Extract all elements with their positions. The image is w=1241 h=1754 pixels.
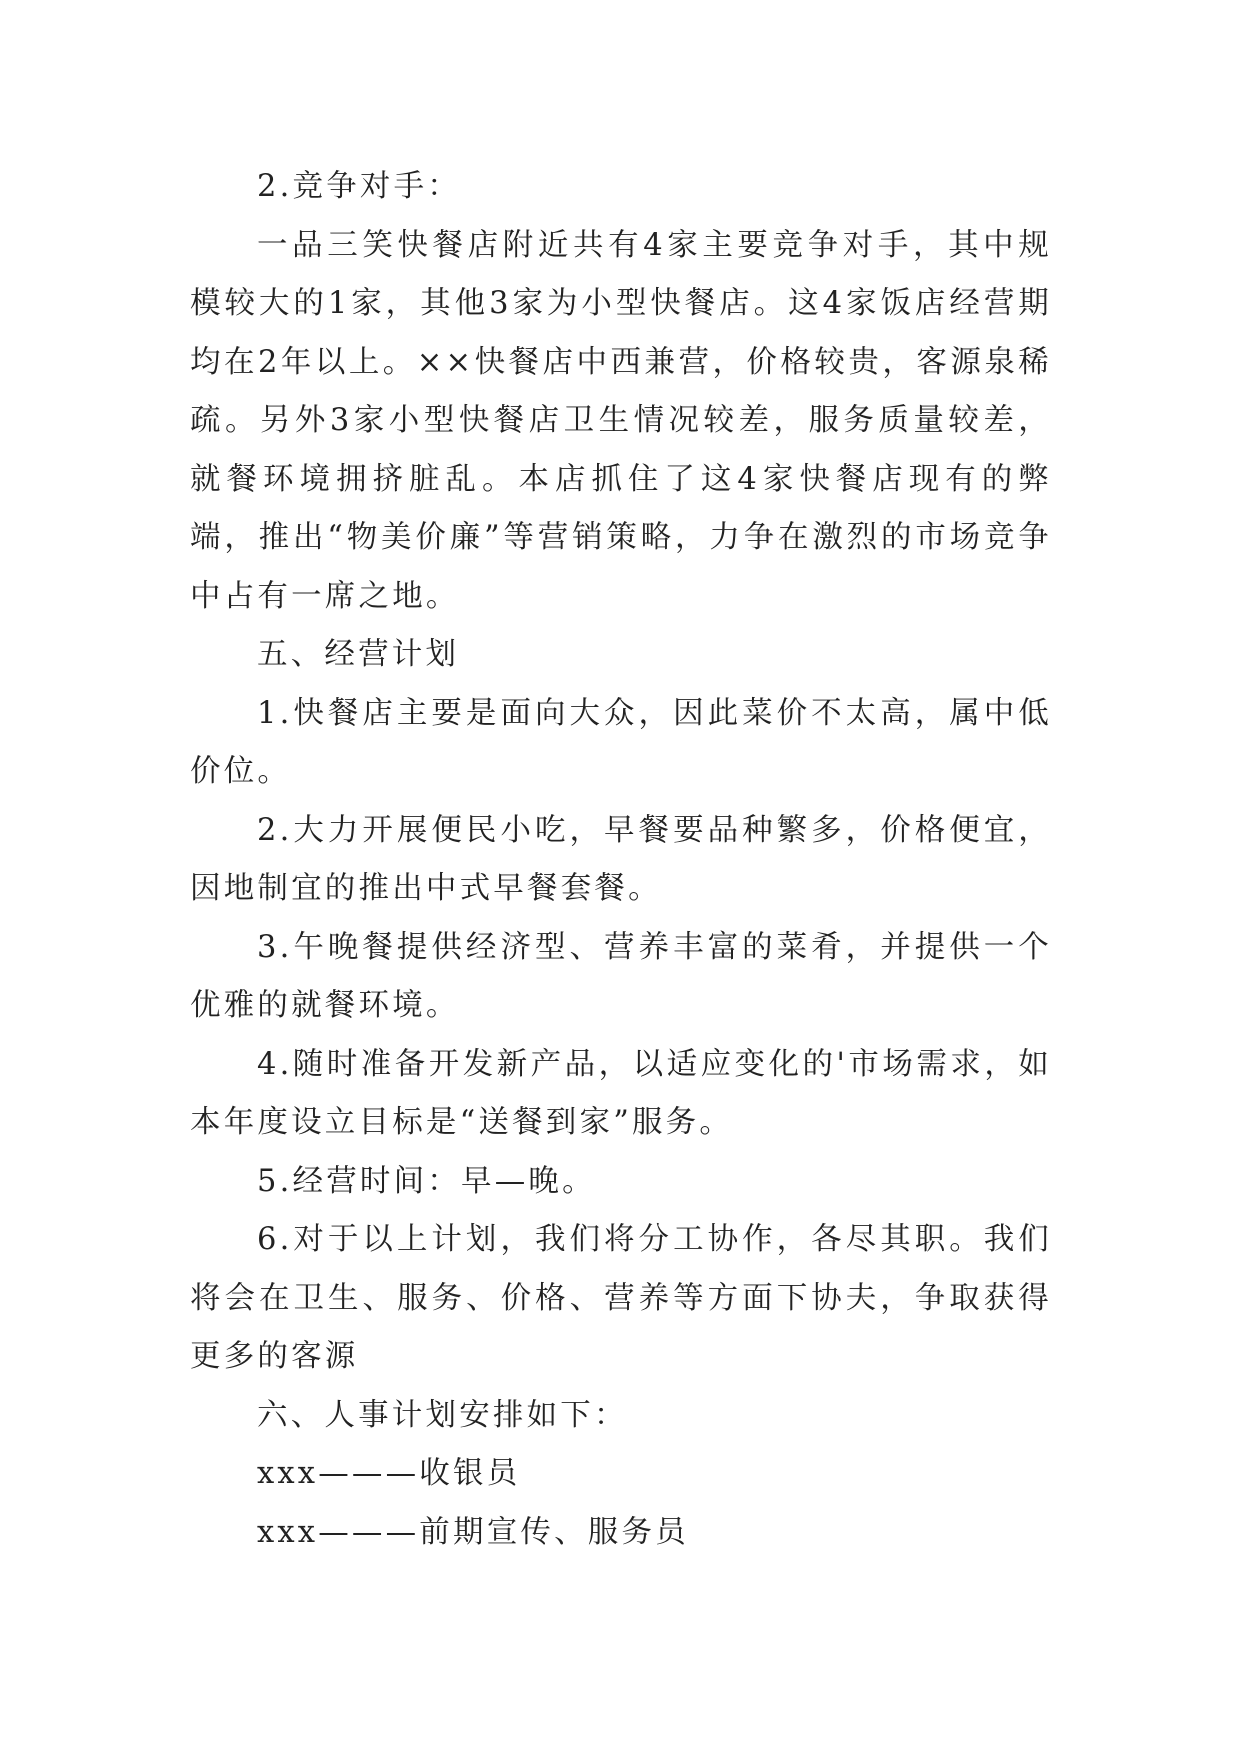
staff-entry-promotion-waiter: xxx———前期宣传、服务员 [257,1514,689,1550]
paragraph-plan-item-4: 4.随时准备开发新产品，以适应变化的'市场需求，如本年度设立目标是“送餐到家”服务。 [190,1046,1052,1140]
paragraph-plan-item-2: 2.大力开展便民小吃，早餐要品种繁多，价格便宜，因地制宜的推出中式早餐套餐。 [190,812,1052,906]
paragraph-plan-item-6: 6.对于以上计划，我们将分工协作，各尽其职。我们将会在卫生、服务、价格、营养等方面下协夫，争取获得更多的客源 [190,1222,1052,1374]
paragraph-plan-item-5: 5.经营时间：早—晚。 [257,1163,596,1199]
staff-entry-cashier: xxx———收银员 [257,1456,521,1491]
paragraph-competitors-body: 一品三笑快餐店附近共有4家主要竞争对手，其中规模较大的1家，其他3家为小型快餐店。这4家饭店经营期均在2年以上。××快餐店中西兼营，价格较贵，客源泉稀疏。另外3家小型快餐店卫生情况较差，服务质量较差，就餐环境拥挤脏乱。本店抓住了这4家快餐店现有的弊端，推出“物美价廉”等营销策略，力争在激烈的市场竞争中占有一席之地。 [190,227,1052,614]
section-heading-business-plan: 五、经营计划 [257,637,460,672]
section-heading-staffing-plan: 六、人事计划安排如下： [257,1397,628,1433]
paragraph-plan-item-1: 1.快餐店主要是面向大众，因此菜价不太高，属中低价位。 [190,695,1052,789]
document-page [190,158,1052,1562]
paragraph-plan-item-3: 3.午晚餐提供经济型、营养丰富的菜肴，并提供一个优雅的就餐环境。 [190,929,1052,1023]
paragraph-competitors-heading: 2.竞争对手： [257,169,461,204]
